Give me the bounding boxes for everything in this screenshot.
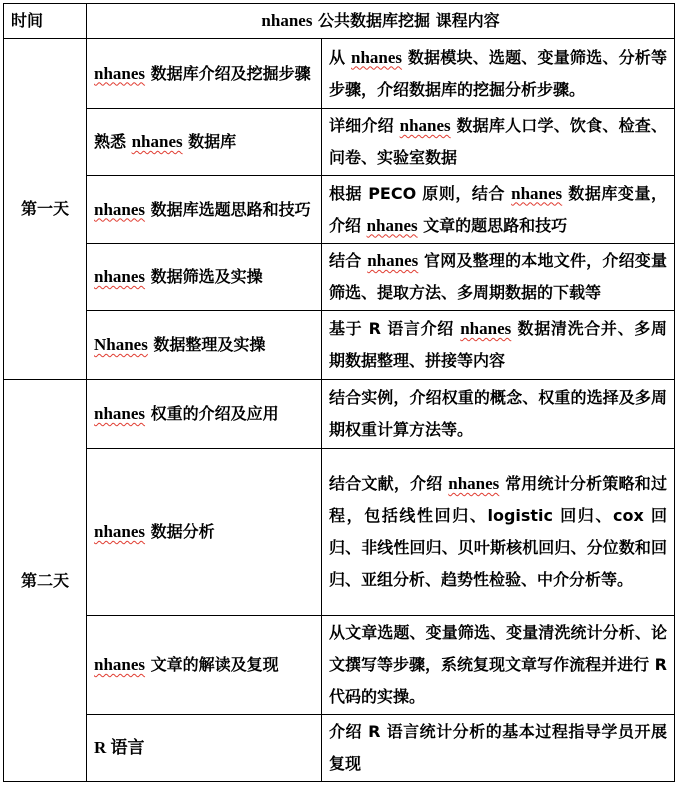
table-row	[4, 380, 675, 449]
content-cell	[322, 616, 675, 715]
text-segment: 数据库	[182, 132, 237, 151]
day-label: 第二天	[20, 570, 69, 590]
header-title-cell	[87, 4, 675, 39]
header-title-en: nhanes	[261, 11, 313, 30]
text-segment: 数据筛选及实操	[145, 267, 263, 286]
topic-cell	[87, 176, 322, 244]
text-segment: 数据清洗合并、多周期数据整理、拼接等内容	[329, 319, 667, 370]
spellcheck-flagged-term: nhanes	[399, 116, 451, 135]
text-segment: 熟悉	[94, 132, 132, 151]
topic-cell	[87, 109, 322, 176]
spellcheck-flagged-term: nhanes	[131, 132, 183, 151]
text-segment: 从	[329, 47, 351, 67]
topic-cell	[87, 715, 322, 782]
content-cell	[322, 380, 675, 449]
spellcheck-flagged-term: nhanes	[367, 251, 419, 270]
spellcheck-flagged-term: nhanes	[94, 267, 146, 286]
spellcheck-flagged-term: nhanes	[94, 63, 146, 83]
table-row	[4, 244, 675, 311]
header-row	[4, 4, 675, 39]
spellcheck-flagged-term: nhanes	[351, 47, 403, 67]
day-label-cell	[4, 39, 87, 380]
topic-cell	[87, 311, 322, 380]
spellcheck-flagged-term: nhanes	[94, 404, 146, 423]
text-segment: 数据整理及实操	[147, 335, 266, 354]
text-segment: 数据库介绍及挖掘步骤	[145, 63, 311, 83]
text-segment: 数据库人口学、饮食、检查、问卷、实验室数据	[329, 116, 667, 167]
text-segment: 数据模块、选题、变量筛选、分析等步骤，介绍数据库的挖掘分析步骤。	[329, 47, 667, 99]
spellcheck-flagged-term: Nhanes	[94, 335, 148, 354]
text-segment: 结合实例，介绍权重的概念、权重的选择及多周期权重计算方法等。	[329, 388, 667, 439]
content-cell	[322, 109, 675, 176]
text-segment: 数据库选题思路和技巧	[145, 199, 311, 219]
spellcheck-flagged-term: nhanes	[448, 474, 500, 493]
text-segment: R 语言	[94, 738, 145, 757]
text-segment: 结合文献，介绍	[329, 474, 449, 493]
text-segment: 介绍 R 语言统计分析的基本过程指导学员开展复现	[329, 722, 667, 773]
spellcheck-flagged-term: nhanes	[511, 183, 563, 203]
table-row	[4, 109, 675, 176]
text-segment: 文章的题思路和技巧	[417, 215, 568, 235]
text-segment: 官网及整理的本地文件，介绍变量筛选、提取方法、多周期数据的下载等	[329, 251, 667, 302]
table-row	[4, 176, 675, 244]
text-segment: 权重的介绍及应用	[145, 404, 279, 423]
header-time-cell	[4, 4, 87, 39]
content-cell	[322, 39, 675, 109]
spellcheck-flagged-term: nhanes	[94, 655, 146, 674]
table-row	[4, 311, 675, 380]
day-label-cell	[4, 380, 87, 782]
topic-cell	[87, 616, 322, 715]
spellcheck-flagged-term: nhanes	[94, 199, 146, 219]
text-segment: 从文章选题、变量筛选、变量清洗统计分析、论文撰写等步骤，系统复现文章写作流程并进行 R 代码的实操。	[329, 623, 667, 706]
content-cell	[322, 176, 675, 244]
topic-cell	[87, 380, 322, 449]
content-cell	[322, 244, 675, 311]
text-segment: 基于 R 语言介绍	[329, 319, 461, 338]
header-title-cn: 公共数据库挖掘 课程内容	[312, 11, 500, 30]
table-row	[4, 39, 675, 109]
text-segment: 根据 PECO 原则，结合	[329, 183, 512, 203]
spellcheck-flagged-term: nhanes	[460, 319, 512, 338]
content-cell	[322, 715, 675, 782]
spellcheck-flagged-term: nhanes	[366, 215, 418, 235]
text-segment: 数据库变量，介绍	[329, 183, 667, 235]
day-label: 第一天	[20, 199, 69, 218]
text-segment: 数据分析	[145, 522, 215, 541]
table-row	[4, 616, 675, 715]
text-segment: 详细介绍	[329, 116, 400, 135]
topic-cell	[87, 449, 322, 616]
table-row	[4, 715, 675, 782]
course-table-body	[4, 4, 675, 782]
content-cell	[322, 311, 675, 380]
course-table	[3, 3, 675, 782]
content-cell	[322, 449, 675, 616]
text-segment: 常用统计分析策略和过程，包括线性回归、logistic 回归、cox 回归、非线性回归、贝叶斯核机回归、分位数和回归、亚组分析、趋势性检验、中介分析等。	[329, 474, 667, 589]
spellcheck-flagged-term: nhanes	[94, 522, 146, 541]
table-row	[4, 449, 675, 616]
text-segment: 文章的解读及复现	[145, 655, 279, 674]
header-time-label: 时间	[11, 11, 44, 30]
topic-cell	[87, 244, 322, 311]
text-segment: 结合	[329, 251, 368, 270]
topic-cell	[87, 39, 322, 109]
